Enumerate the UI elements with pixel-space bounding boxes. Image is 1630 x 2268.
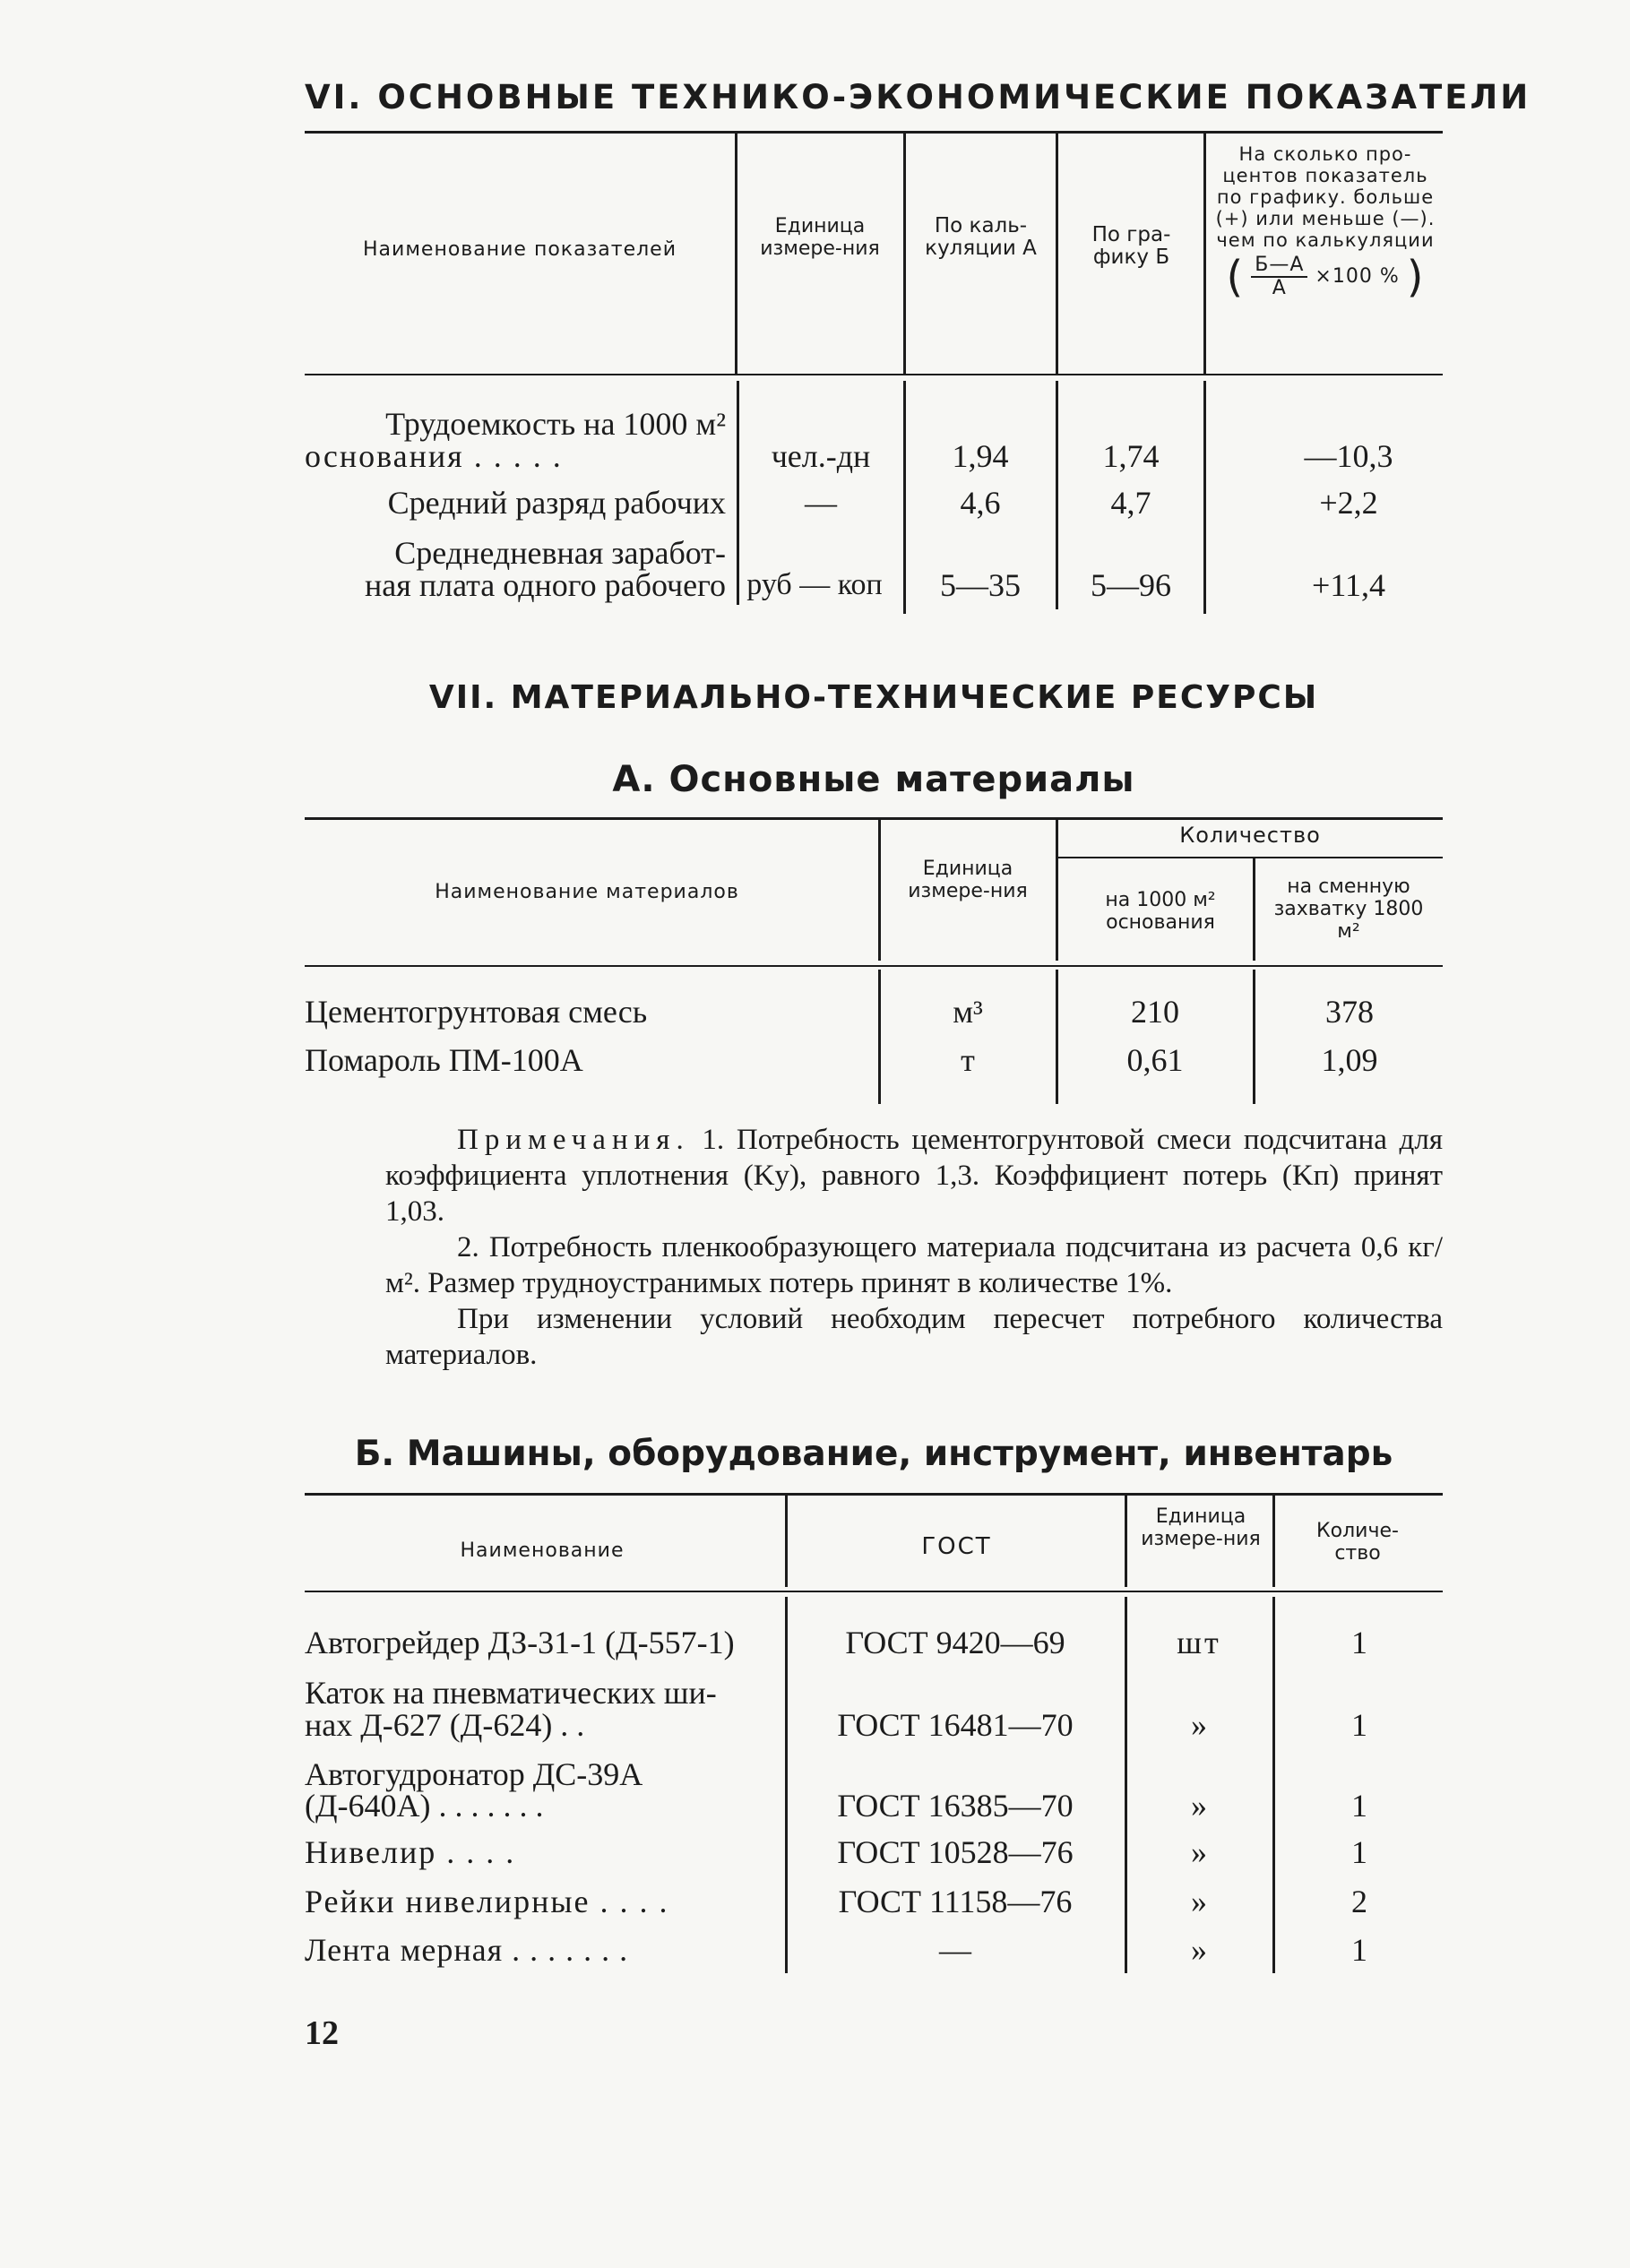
material-name: Помароль ПМ-100А <box>305 1042 583 1078</box>
section7-title: VII. МАТЕРИАЛЬНО-ТЕХНИЧЕСКИЕ РЕСУРСЫ <box>428 679 1319 716</box>
indicator-unit: руб — коп <box>746 568 883 601</box>
indicator-name: Трудоемкость на 1000 м² <box>385 406 726 442</box>
note-1: 1. Потребность цементогрунтовой смеси подсчитана для коэффициента уплотнения (Kу), равного 1,3. Коэффициент потерь (Kп) принят 1,03. <box>385 1124 1443 1228</box>
formula-numerator: Б—А <box>1251 254 1307 278</box>
machine-name: Рейки нивелирные . . . . <box>305 1884 669 1919</box>
material-unit: т <box>961 1042 975 1078</box>
header-gost: ГОСТ <box>921 1533 992 1560</box>
header-per-1000: на 1000 м² основания <box>1105 889 1216 934</box>
machine-unit: шт <box>1177 1625 1221 1660</box>
machine-quantity: 2 <box>1351 1884 1367 1919</box>
machine-name: Каток на пневматических ши- <box>305 1675 717 1711</box>
indicator-diff: —10,3 <box>1304 438 1393 474</box>
machine-quantity: 1 <box>1351 1932 1367 1968</box>
machine-quantity: 1 <box>1351 1788 1367 1824</box>
header-unit: Единица измере-ния <box>760 215 880 260</box>
indicator-graph: 1,74 <box>1102 438 1160 474</box>
indicator-name: Среднедневная заработ- <box>394 535 726 571</box>
machine-unit: » <box>1191 1788 1207 1824</box>
header-machine-name: Наименование <box>460 1539 625 1562</box>
machine-name-cont: (Д-640А) . . . . . . . <box>305 1788 544 1824</box>
materials-notes <box>385 1122 1443 1373</box>
indicator-name-cont: ная плата одного рабочего <box>365 567 726 603</box>
material-unit: м³ <box>953 994 983 1030</box>
machine-gost: ГОСТ 9420—69 <box>845 1625 1065 1660</box>
material-per-1000: 0,61 <box>1126 1042 1184 1078</box>
indicator-unit: чел.-дн <box>771 438 871 474</box>
machine-name: Автогрейдер ДЗ-31-1 (Д-557-1) <box>305 1625 735 1660</box>
machine-name-cont: нах Д-627 (Д-624) . . <box>305 1707 585 1743</box>
machine-gost: — <box>939 1932 971 1968</box>
formula-multiplier: ×100 % <box>1315 265 1400 288</box>
indicator-diff: +2,2 <box>1319 485 1378 521</box>
header-unit: Единица измере-ния <box>1141 1505 1261 1550</box>
material-name: Цементогрунтовая смесь <box>305 994 648 1030</box>
machines-title: Б. Машины, оборудование, инструмент, инвентарь <box>354 1434 1393 1474</box>
material-per-1000: 210 <box>1131 994 1179 1030</box>
machine-unit: » <box>1191 1932 1207 1968</box>
indicator-name: Средний разряд рабочих <box>387 485 726 521</box>
header-indicator-name: Наименование показателей <box>363 238 677 261</box>
page-number: 12 <box>305 2014 339 2052</box>
header-quantity: Количество <box>1179 823 1321 848</box>
indicator-calc: 5—35 <box>940 567 1021 603</box>
indicator-graph: 4,7 <box>1110 485 1151 521</box>
percent-formula: ( $\frac{Б—А}{А}$ ×100 % ) <box>1226 252 1425 302</box>
machine-name: Лента мерная . . . . . . . <box>305 1932 629 1968</box>
machine-gost: ГОСТ 16385—70 <box>837 1788 1074 1824</box>
formula-denominator: А <box>1272 277 1287 299</box>
section6-title: VI. ОСНОВНЫЕ ТЕХНИКО-ЭКОНОМИЧЕСКИЕ ПОКАЗАТЕЛИ <box>305 78 1531 116</box>
machine-quantity: 1 <box>1351 1834 1367 1870</box>
indicator-calc: 4,6 <box>960 485 1001 521</box>
material-per-shift: 378 <box>1325 994 1374 1030</box>
header-material-name: Наименование материалов <box>435 881 739 903</box>
machine-name: Автогудронатор ДС-39А <box>305 1756 643 1792</box>
header-per-shift: на сменную захватку 1800 м² <box>1273 875 1424 943</box>
machine-gost: ГОСТ 16481—70 <box>837 1707 1074 1743</box>
note-3: При изменении условий необходим пересчет потребного количества материалов. <box>385 1303 1443 1371</box>
header-unit: Единица измере-ния <box>908 858 1028 902</box>
header-percent-text: На сколько про-центов показатель по графику. больше (+) или меньше (—). чем по калькуляции <box>1215 143 1436 251</box>
material-per-shift: 1,09 <box>1321 1042 1378 1078</box>
machine-quantity: 1 <box>1351 1707 1367 1743</box>
machine-unit: » <box>1191 1834 1207 1870</box>
machine-name: Нивелир . . . . <box>305 1834 516 1870</box>
indicator-graph: 5—96 <box>1091 567 1171 603</box>
machine-quantity: 1 <box>1351 1625 1367 1660</box>
machine-unit: » <box>1191 1707 1207 1743</box>
indicator-name-cont: основания . . . . . <box>305 438 563 474</box>
notes-label: Примечания. <box>457 1124 690 1156</box>
machine-unit: » <box>1191 1884 1207 1919</box>
note-2: 2. Потребность пленкообразующего материала подсчитана из расчета 0,6 кг/м². Размер трудноустранимых потерь принят в количестве 1%. <box>385 1231 1443 1299</box>
header-by-schedule: По гра-фику Б <box>1091 223 1171 269</box>
indicator-unit: — <box>805 485 837 521</box>
indicator-diff: +11,4 <box>1312 567 1385 603</box>
header-percent-difference <box>1210 143 1441 302</box>
materials-title: А. Основные материалы <box>612 759 1135 800</box>
machine-gost: ГОСТ 11158—76 <box>838 1884 1073 1919</box>
machine-gost: ГОСТ 10528—76 <box>837 1834 1074 1870</box>
header-quantity: Количе-ство <box>1316 1520 1399 1565</box>
indicator-calc: 1,94 <box>952 438 1009 474</box>
header-by-calculation: По каль-куляции А <box>925 214 1037 260</box>
